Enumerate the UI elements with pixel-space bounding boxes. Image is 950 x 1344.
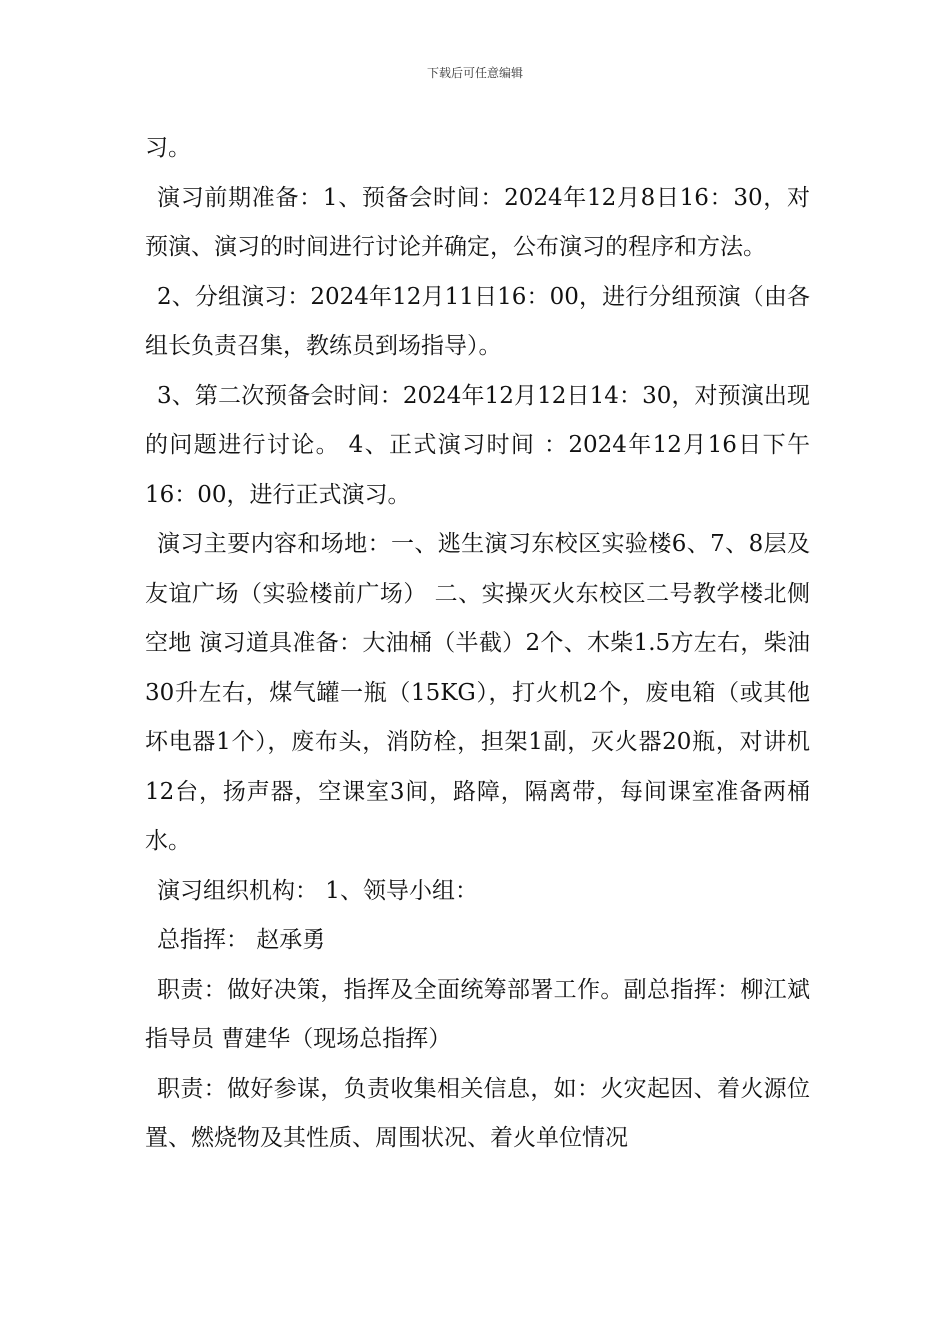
paragraph: 2、分组演习：2024年12月11日16：00，进行分组预演（由各组长负责召集，教练员到场指导）。 (145, 283, 810, 359)
paragraph: 总指挥： 赵承勇 (157, 927, 326, 953)
paragraph: 3、第二次预备会时间：2024年12月12日14：30，对预演出现的问题进行讨论。 4、正式演习时间 ：2024年12月16日下午16：00，进行正式演习。 (145, 382, 810, 508)
paragraph: 演习主要内容和场地：一、逃生演习东校区实验楼6、7、8层及友谊广场（实验楼前广场） 二、实操灭火东校区二号教学楼北侧空地 演习道具准备：大油桶（半截）2个、木柴1.5方左右，柴油30升左右，煤气罐一瓶（15KG），打火机2个，废电箱（或其他坏电器1个），废布头，消防栓，担架1副，灭火器20瓶，对讲机12台，扬声器，空课室3间，路障，隔离带，每间课室准备两桶水。 (145, 531, 810, 854)
paragraph: 演习组织机构： 1、领导小组： (157, 877, 478, 904)
paragraph: 习。 (145, 135, 191, 161)
page-header: 下载后可任意编辑 (426, 66, 523, 80)
paragraph: 演习前期准备：1、预备会时间：2024年12月8日16：30，对预演、演习的时间进行讨论并确定，公布演习的程序和方法。 (145, 184, 810, 260)
paragraph: 职责：做好决策，指挥及全面统筹部署工作。副总指挥：柳江斌指导员 曹建华（现场总指挥） (145, 976, 810, 1052)
document-body (145, 124, 810, 1164)
paragraph: 职责：做好参谋，负责收集相关信息，如：火灾起因、着火源位置、燃烧物及其性质、周围状况、着火单位情况 (145, 1075, 810, 1151)
